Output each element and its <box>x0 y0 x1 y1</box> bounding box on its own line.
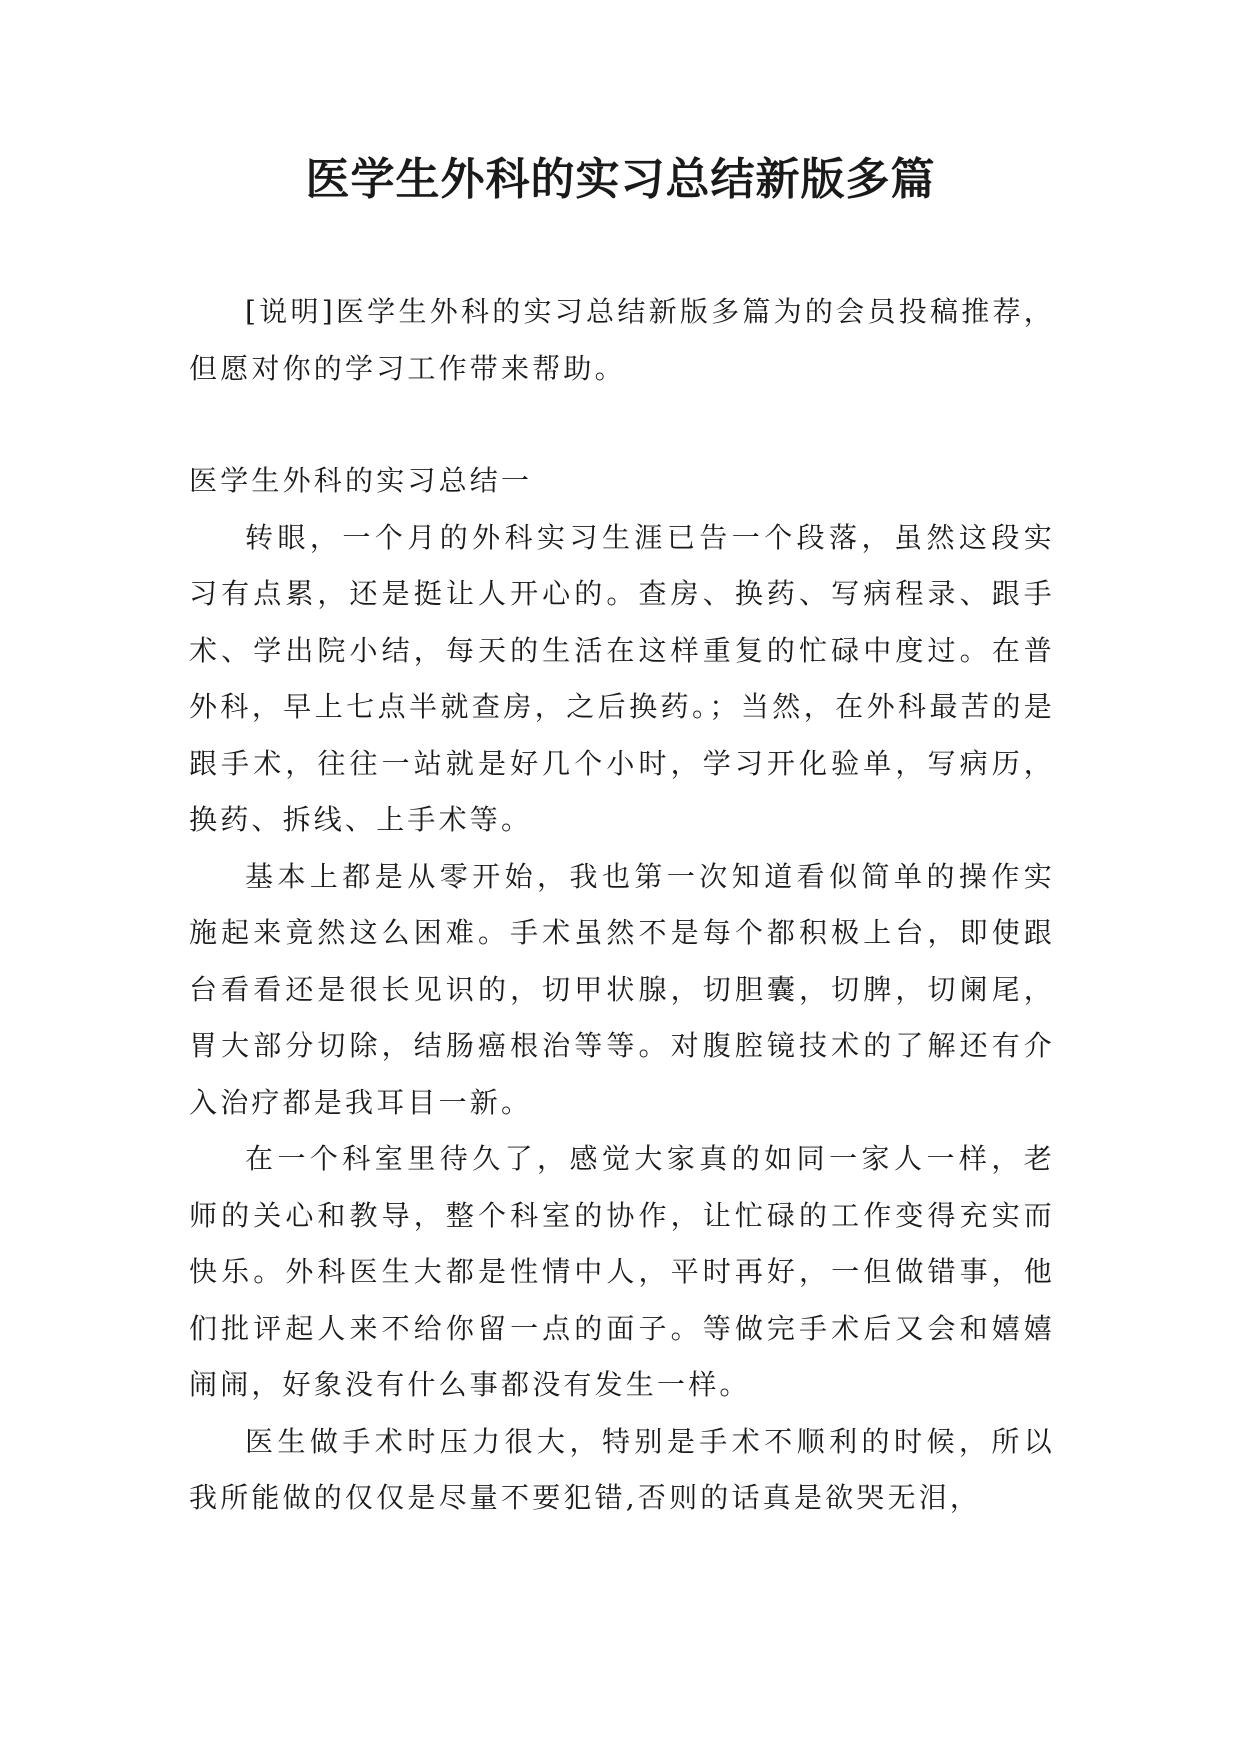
intro-note: [说明]医学生外科的实习总结新版多篇为的会员投稿推荐，但愿对你的学习工作带来帮助。 <box>189 295 1055 385</box>
document-body <box>189 284 1055 1527</box>
body-paragraph: 医生做手术时压力很大，特别是手术不顺利的时候，所以我所能做的仅仅是尽量不要犯错,否则的话真是欲哭无泪， <box>189 1424 1055 1514</box>
body-paragraph: 在一个科室里待久了，感觉大家真的如同一家人一样，老师的关心和教导，整个科室的协作，让忙碌的工作变得充实而快乐。外科医生大都是性情中人，平时再好，一但做错事，他们批评起人来不给你留一点的面子。等做完手术后又会和嬉嬉闹闹，好象没有什么事都没有发生一样。 <box>189 1142 1055 1401</box>
section-heading: 医学生外科的实习总结一 <box>189 464 533 497</box>
body-paragraph: 转眼，一个月的外科实习生涯已告一个段落，虽然这段实习有点累，还是挺让人开心的。查房、换药、写病程录、跟手术、学出院小结，每天的生活在这样重复的忙碌中度过。在普外科，早上七点半就查房，之后换药。；当然，在外科最苦的是跟手术，往往一站就是好几个小时，学习开化验单，写病历，换药、拆线、上手术等。 <box>189 520 1055 836</box>
body-paragraph: 基本上都是从零开始，我也第一次知道看似简单的操作实施起来竟然这么困难。手术虽然不是每个都积极上台，即使跟台看看还是很长见识的，切甲状腺，切胆囊，切脾，切阑尾，胃大部分切除，结肠癌根治等等。对腹腔镜技术的了解还有介入治疗都是我耳目一新。 <box>189 859 1055 1119</box>
document-title: 医学生外科的实习总结新版多篇 <box>305 154 936 205</box>
